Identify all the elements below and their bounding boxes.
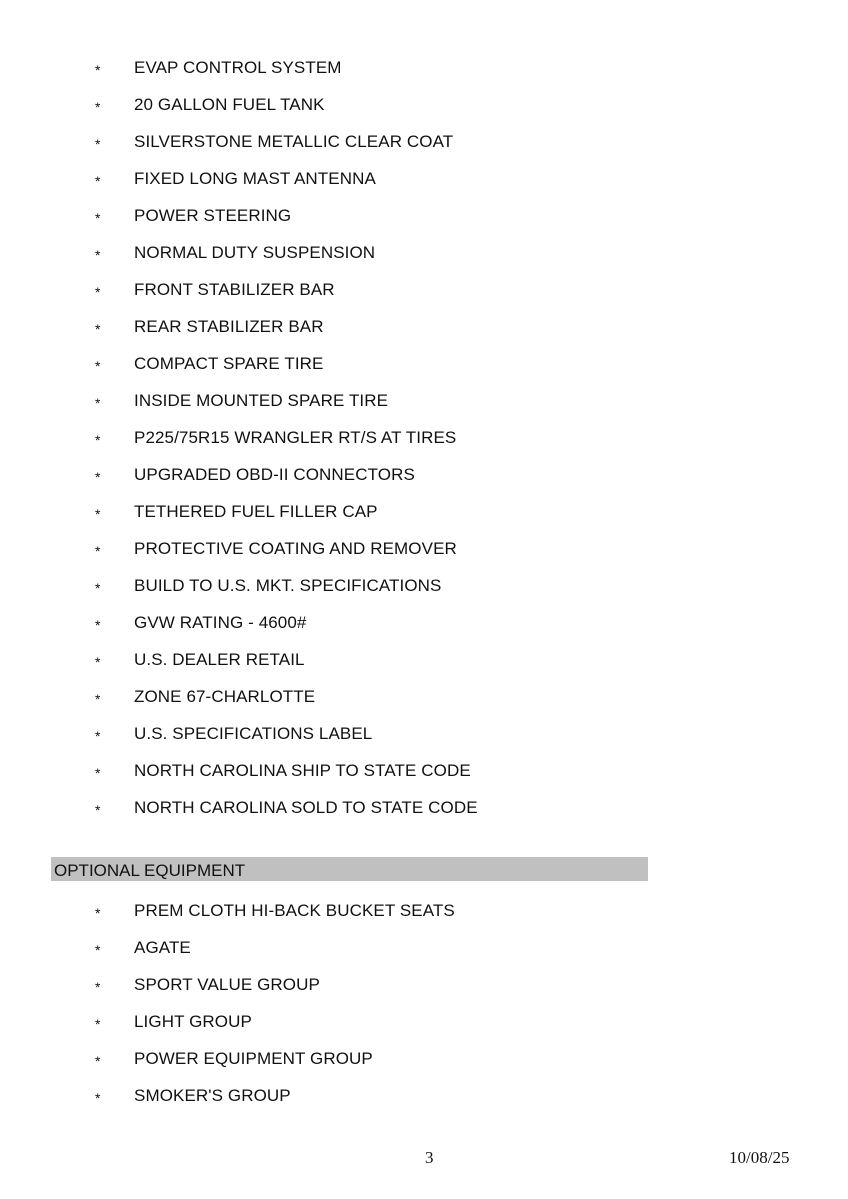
bullet: *: [95, 617, 101, 633]
list-item-label: POWER STEERING: [134, 206, 292, 225]
bullet: *: [95, 321, 101, 337]
list-item-label: TETHERED FUEL FILLER CAP: [134, 502, 378, 521]
bullet: *: [95, 173, 101, 189]
list-item-label: NORMAL DUTY SUSPENSION: [134, 243, 376, 262]
list-item: [0, 54, 848, 91]
list-item-label: INSIDE MOUNTED SPARE TIRE: [134, 391, 389, 410]
bullet: *: [95, 62, 101, 78]
list-item-label: NORTH CAROLINA SHIP TO STATE CODE: [134, 761, 471, 780]
list-item: [0, 461, 848, 498]
list-item-label: PROTECTIVE COATING AND REMOVER: [134, 539, 457, 558]
bullet: *: [95, 802, 101, 818]
bullet: *: [95, 765, 101, 781]
optional-equipment-header: OPTIONAL EQUIPMENT: [51, 857, 648, 881]
list-item: [0, 897, 848, 934]
bullet: *: [95, 1053, 101, 1069]
list-item-label: SPORT VALUE GROUP: [134, 975, 320, 994]
standard-equipment-list: [0, 54, 848, 831]
bullet: *: [95, 1090, 101, 1106]
list-item: [0, 1082, 848, 1119]
list-item-label: NORTH CAROLINA SOLD TO STATE CODE: [134, 798, 478, 817]
list-item-label: SILVERSTONE METALLIC CLEAR COAT: [134, 132, 454, 151]
list-item-label: 20 GALLON FUEL TANK: [134, 95, 325, 114]
list-item-label: GVW RATING - 4600#: [134, 613, 307, 632]
list-item-label: P225/75R15 WRANGLER RT/S AT TIRES: [134, 428, 457, 447]
list-item-label: U.S. DEALER RETAIL: [134, 650, 305, 669]
list-item-label: BUILD TO U.S. MKT. SPECIFICATIONS: [134, 576, 442, 595]
list-item-label: LIGHT GROUP: [134, 1012, 252, 1031]
list-item: [0, 646, 848, 683]
list-item-label: FIXED LONG MAST ANTENNA: [134, 169, 376, 188]
list-item: [0, 498, 848, 535]
bullet: *: [95, 506, 101, 522]
list-item: [0, 239, 848, 276]
list-item: [0, 313, 848, 350]
list-item-label: FRONT STABILIZER BAR: [134, 280, 335, 299]
bullet: *: [95, 284, 101, 300]
list-item: [0, 202, 848, 239]
bullet: *: [95, 728, 101, 744]
list-item-label: U.S. SPECIFICATIONS LABEL: [134, 724, 373, 743]
bullet: *: [95, 654, 101, 670]
bullet: *: [95, 580, 101, 596]
list-item-label: AGATE: [134, 938, 191, 957]
list-item: [0, 683, 848, 720]
bullet: *: [95, 942, 101, 958]
optional-equipment-list: [0, 897, 848, 1119]
list-item: [0, 794, 848, 831]
bullet: *: [95, 543, 101, 559]
bullet: *: [95, 210, 101, 226]
list-item: [0, 572, 848, 609]
list-item-label: POWER EQUIPMENT GROUP: [134, 1049, 373, 1068]
bullet: *: [95, 1016, 101, 1032]
page-date: 10/08/25: [729, 1148, 790, 1167]
list-item: [0, 535, 848, 572]
bullet: *: [95, 905, 101, 921]
list-item-label: SMOKER'S GROUP: [134, 1086, 291, 1105]
page-number: 3: [425, 1148, 434, 1167]
list-item: [0, 165, 848, 202]
list-item: [0, 128, 848, 165]
list-item: [0, 91, 848, 128]
list-item-label: EVAP CONTROL SYSTEM: [134, 58, 342, 77]
list-item-label: REAR STABILIZER BAR: [134, 317, 324, 336]
bullet: *: [95, 358, 101, 374]
list-item: [0, 387, 848, 424]
list-item: [0, 757, 848, 794]
list-item: [0, 276, 848, 313]
bullet: *: [95, 247, 101, 263]
list-item: [0, 720, 848, 757]
list-item-label: PREM CLOTH HI-BACK BUCKET SEATS: [134, 901, 455, 920]
list-item: [0, 971, 848, 1008]
bullet: *: [95, 395, 101, 411]
list-item-label: UPGRADED OBD-II CONNECTORS: [134, 465, 415, 484]
bullet: *: [95, 469, 101, 485]
list-item: [0, 934, 848, 971]
list-item: [0, 609, 848, 646]
bullet: *: [95, 432, 101, 448]
bullet: *: [95, 99, 101, 115]
bullet: *: [95, 979, 101, 995]
list-item: [0, 1045, 848, 1082]
bullet: *: [95, 691, 101, 707]
list-item-label: COMPACT SPARE TIRE: [134, 354, 324, 373]
list-item: [0, 1008, 848, 1045]
list-item: [0, 350, 848, 387]
bullet: *: [95, 136, 101, 152]
list-item: [0, 424, 848, 461]
list-item-label: ZONE 67-CHARLOTTE: [134, 687, 316, 706]
